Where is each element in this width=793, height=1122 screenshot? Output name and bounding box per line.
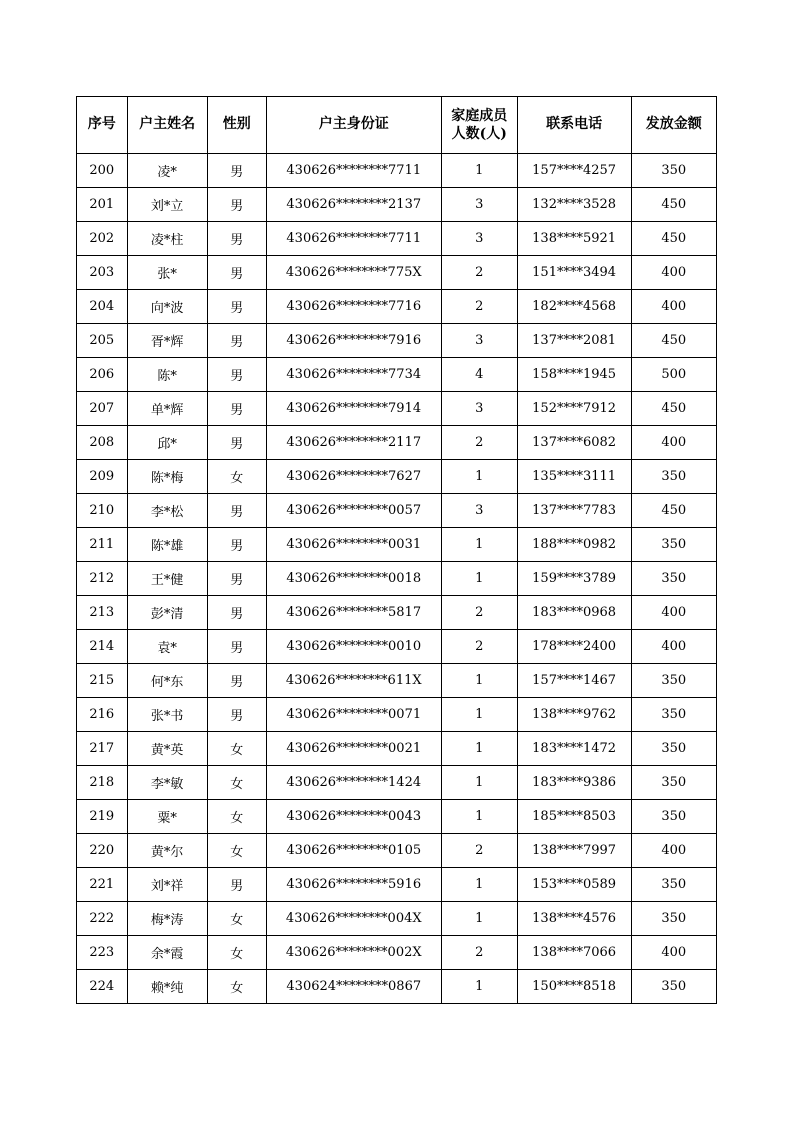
cell-name: 黄*英: [127, 732, 207, 766]
cell-seq: 214: [77, 630, 128, 664]
cell-amount: 500: [631, 358, 716, 392]
cell-sex: 男: [207, 392, 266, 426]
cell-phone: 153****0589: [517, 868, 631, 902]
cell-phone: 138****9762: [517, 698, 631, 732]
table-body: [77, 154, 717, 1004]
table-row: [77, 426, 717, 460]
cell-phone: 137****6082: [517, 426, 631, 460]
cell-phone: 157****4257: [517, 154, 631, 188]
cell-name: 向*波: [127, 290, 207, 324]
column-header-members-line2: 人数(人): [451, 126, 507, 142]
cell-amount: 350: [631, 664, 716, 698]
cell-sex: 女: [207, 902, 266, 936]
cell-phone: 137****2081: [517, 324, 631, 358]
table-row: [77, 528, 717, 562]
cell-members: 2: [441, 426, 517, 460]
table-row: [77, 188, 717, 222]
cell-sex: 女: [207, 766, 266, 800]
cell-name: 凌*: [127, 154, 207, 188]
table-row: [77, 766, 717, 800]
cell-phone: 185****8503: [517, 800, 631, 834]
cell-amount: 400: [631, 290, 716, 324]
cell-seq: 206: [77, 358, 128, 392]
table-row: [77, 834, 717, 868]
beneficiary-table: [76, 96, 717, 1004]
table-row: [77, 902, 717, 936]
cell-sex: 男: [207, 188, 266, 222]
cell-members: 2: [441, 290, 517, 324]
table-header: [77, 97, 717, 154]
column-header-phone: 联系电话: [517, 97, 631, 154]
cell-phone: 138****7997: [517, 834, 631, 868]
cell-id: 430626********7711: [266, 154, 441, 188]
cell-phone: 178****2400: [517, 630, 631, 664]
cell-amount: 450: [631, 222, 716, 256]
cell-sex: 男: [207, 562, 266, 596]
cell-id: 430626********0105: [266, 834, 441, 868]
cell-sex: 女: [207, 936, 266, 970]
cell-members: 2: [441, 936, 517, 970]
cell-id: 430626********004X: [266, 902, 441, 936]
cell-name: 李*敏: [127, 766, 207, 800]
cell-seq: 215: [77, 664, 128, 698]
cell-members: 3: [441, 392, 517, 426]
cell-members: 1: [441, 698, 517, 732]
cell-amount: 450: [631, 324, 716, 358]
cell-phone: 132****3528: [517, 188, 631, 222]
table-row: [77, 936, 717, 970]
cell-members: 3: [441, 188, 517, 222]
cell-name: 粟*: [127, 800, 207, 834]
cell-name: 赖*纯: [127, 970, 207, 1004]
cell-name: 余*霞: [127, 936, 207, 970]
cell-sex: 男: [207, 358, 266, 392]
cell-id: 430626********5916: [266, 868, 441, 902]
cell-seq: 204: [77, 290, 128, 324]
cell-amount: 400: [631, 426, 716, 460]
table-header-row: [77, 97, 717, 154]
cell-phone: 138****7066: [517, 936, 631, 970]
cell-sex: 男: [207, 630, 266, 664]
cell-sex: 男: [207, 494, 266, 528]
cell-amount: 450: [631, 188, 716, 222]
cell-id: 430626********7711: [266, 222, 441, 256]
cell-amount: 350: [631, 800, 716, 834]
cell-members: 1: [441, 766, 517, 800]
cell-sex: 男: [207, 426, 266, 460]
cell-members: 2: [441, 596, 517, 630]
cell-id: 430626********1424: [266, 766, 441, 800]
table-row: [77, 800, 717, 834]
cell-members: 2: [441, 256, 517, 290]
cell-id: 430626********2137: [266, 188, 441, 222]
cell-phone: 152****7912: [517, 392, 631, 426]
cell-amount: 350: [631, 868, 716, 902]
table-row: [77, 392, 717, 426]
cell-seq: 223: [77, 936, 128, 970]
table-row: [77, 324, 717, 358]
column-header-amount: 发放金额: [631, 97, 716, 154]
table-row: [77, 868, 717, 902]
cell-name: 陈*梅: [127, 460, 207, 494]
cell-name: 邱*: [127, 426, 207, 460]
cell-id: 430626********0057: [266, 494, 441, 528]
cell-amount: 400: [631, 834, 716, 868]
cell-name: 刘*祥: [127, 868, 207, 902]
cell-id: 430626********0031: [266, 528, 441, 562]
cell-name: 梅*涛: [127, 902, 207, 936]
cell-amount: 400: [631, 596, 716, 630]
cell-seq: 201: [77, 188, 128, 222]
cell-seq: 218: [77, 766, 128, 800]
cell-id: 430626********7716: [266, 290, 441, 324]
cell-id: 430626********775X: [266, 256, 441, 290]
cell-name: 陈*: [127, 358, 207, 392]
cell-sex: 男: [207, 324, 266, 358]
cell-members: 1: [441, 800, 517, 834]
cell-name: 陈*雄: [127, 528, 207, 562]
cell-id: 430626********7914: [266, 392, 441, 426]
cell-seq: 219: [77, 800, 128, 834]
cell-id: 430626********002X: [266, 936, 441, 970]
column-header-name: 户主姓名: [127, 97, 207, 154]
cell-members: 1: [441, 868, 517, 902]
cell-name: 袁*: [127, 630, 207, 664]
table-row: [77, 222, 717, 256]
cell-name: 张*: [127, 256, 207, 290]
cell-phone: 157****1467: [517, 664, 631, 698]
cell-sex: 男: [207, 528, 266, 562]
cell-name: 刘*立: [127, 188, 207, 222]
column-header-seq: 序号: [77, 97, 128, 154]
cell-members: 1: [441, 154, 517, 188]
cell-id: 430626********0010: [266, 630, 441, 664]
column-header-members-line1: 家庭成员: [451, 107, 508, 124]
cell-amount: 350: [631, 698, 716, 732]
cell-id: 430624********0867: [266, 970, 441, 1004]
cell-phone: 188****0982: [517, 528, 631, 562]
cell-seq: 224: [77, 970, 128, 1004]
cell-seq: 212: [77, 562, 128, 596]
cell-phone: 150****8518: [517, 970, 631, 1004]
cell-members: 2: [441, 834, 517, 868]
cell-sex: 女: [207, 970, 266, 1004]
cell-sex: 男: [207, 868, 266, 902]
cell-amount: 400: [631, 256, 716, 290]
cell-members: 1: [441, 460, 517, 494]
cell-sex: 男: [207, 664, 266, 698]
table-row: [77, 290, 717, 324]
cell-name: 单*辉: [127, 392, 207, 426]
cell-phone: 137****7783: [517, 494, 631, 528]
cell-id: 430626********611X: [266, 664, 441, 698]
cell-sex: 男: [207, 698, 266, 732]
cell-name: 彭*清: [127, 596, 207, 630]
cell-sex: 男: [207, 256, 266, 290]
table-row: [77, 698, 717, 732]
cell-seq: 200: [77, 154, 128, 188]
cell-id: 430626********0021: [266, 732, 441, 766]
table-row: [77, 358, 717, 392]
cell-seq: 209: [77, 460, 128, 494]
cell-sex: 女: [207, 732, 266, 766]
cell-amount: 350: [631, 902, 716, 936]
cell-members: 1: [441, 562, 517, 596]
cell-sex: 男: [207, 290, 266, 324]
cell-amount: 400: [631, 630, 716, 664]
cell-amount: 350: [631, 154, 716, 188]
cell-id: 430626********2117: [266, 426, 441, 460]
cell-name: 王*健: [127, 562, 207, 596]
cell-phone: 138****4576: [517, 902, 631, 936]
table-row: [77, 460, 717, 494]
table-row: [77, 732, 717, 766]
table-row: [77, 664, 717, 698]
cell-phone: 158****1945: [517, 358, 631, 392]
cell-seq: 221: [77, 868, 128, 902]
cell-seq: 210: [77, 494, 128, 528]
cell-id: 430626********0018: [266, 562, 441, 596]
cell-phone: 182****4568: [517, 290, 631, 324]
cell-members: 1: [441, 528, 517, 562]
table-row: [77, 256, 717, 290]
cell-id: 430626********5817: [266, 596, 441, 630]
cell-phone: 183****0968: [517, 596, 631, 630]
cell-amount: 350: [631, 528, 716, 562]
cell-amount: 350: [631, 562, 716, 596]
cell-seq: 205: [77, 324, 128, 358]
cell-phone: 151****3494: [517, 256, 631, 290]
cell-seq: 222: [77, 902, 128, 936]
cell-seq: 207: [77, 392, 128, 426]
cell-members: 3: [441, 324, 517, 358]
cell-id: 430626********7916: [266, 324, 441, 358]
cell-sex: 男: [207, 596, 266, 630]
cell-members: 1: [441, 902, 517, 936]
cell-members: 1: [441, 970, 517, 1004]
cell-amount: 350: [631, 460, 716, 494]
cell-amount: 450: [631, 494, 716, 528]
cell-amount: 350: [631, 766, 716, 800]
cell-name: 胥*辉: [127, 324, 207, 358]
cell-phone: 135****3111: [517, 460, 631, 494]
cell-seq: 208: [77, 426, 128, 460]
cell-members: 3: [441, 494, 517, 528]
cell-name: 凌*柱: [127, 222, 207, 256]
table-row: [77, 562, 717, 596]
cell-sex: 女: [207, 800, 266, 834]
cell-name: 李*松: [127, 494, 207, 528]
cell-id: 430626********7627: [266, 460, 441, 494]
cell-seq: 203: [77, 256, 128, 290]
cell-name: 何*东: [127, 664, 207, 698]
cell-amount: 450: [631, 392, 716, 426]
cell-phone: 183****1472: [517, 732, 631, 766]
cell-amount: 350: [631, 970, 716, 1004]
column-header-id: 户主身份证: [266, 97, 441, 154]
cell-phone: 183****9386: [517, 766, 631, 800]
cell-sex: 男: [207, 222, 266, 256]
cell-seq: 220: [77, 834, 128, 868]
cell-seq: 211: [77, 528, 128, 562]
cell-id: 430626********0071: [266, 698, 441, 732]
cell-name: 黄*尔: [127, 834, 207, 868]
cell-seq: 217: [77, 732, 128, 766]
cell-phone: 138****5921: [517, 222, 631, 256]
cell-members: 3: [441, 222, 517, 256]
cell-amount: 400: [631, 936, 716, 970]
cell-members: 4: [441, 358, 517, 392]
cell-sex: 男: [207, 154, 266, 188]
cell-members: 1: [441, 732, 517, 766]
table-row: [77, 154, 717, 188]
column-header-members: [441, 97, 517, 154]
table-row: [77, 970, 717, 1004]
cell-seq: 213: [77, 596, 128, 630]
cell-phone: 159****3789: [517, 562, 631, 596]
cell-sex: 女: [207, 460, 266, 494]
cell-id: 430626********0043: [266, 800, 441, 834]
cell-members: 2: [441, 630, 517, 664]
table-row: [77, 494, 717, 528]
cell-name: 张*书: [127, 698, 207, 732]
table-row: [77, 630, 717, 664]
cell-amount: 350: [631, 732, 716, 766]
cell-members: 1: [441, 664, 517, 698]
column-header-sex: 性别: [207, 97, 266, 154]
cell-seq: 216: [77, 698, 128, 732]
table-row: [77, 596, 717, 630]
cell-seq: 202: [77, 222, 128, 256]
cell-sex: 女: [207, 834, 266, 868]
cell-id: 430626********7734: [266, 358, 441, 392]
